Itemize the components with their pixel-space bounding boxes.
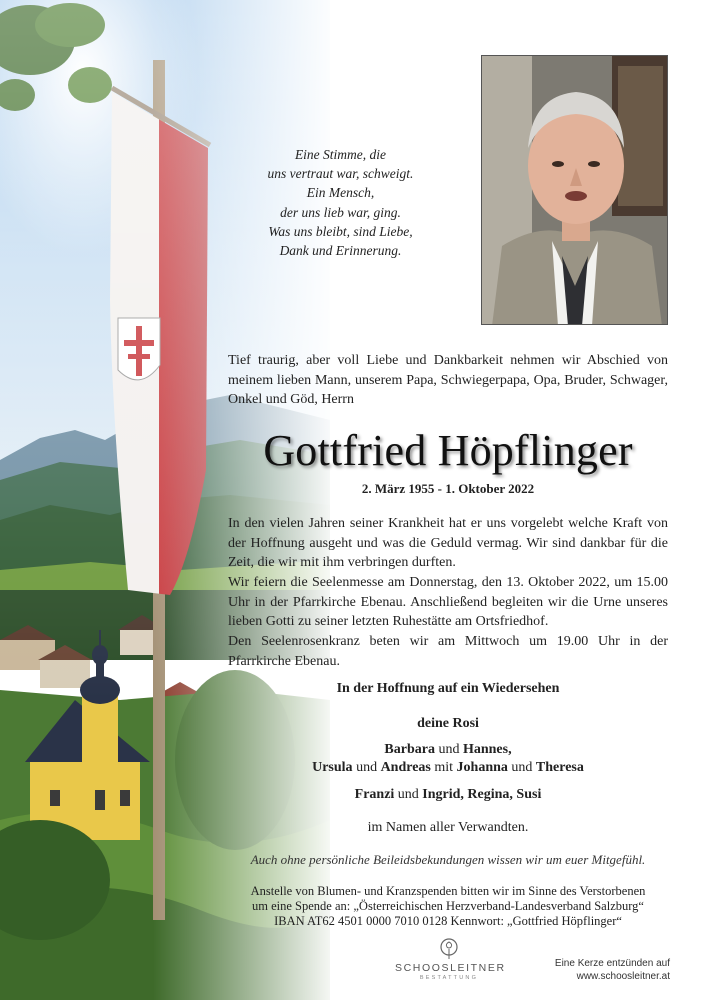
family-member: Andreas bbox=[380, 760, 431, 775]
candle-link[interactable]: www.schoosleitner.at bbox=[576, 970, 670, 982]
family-member: Theresa bbox=[535, 760, 584, 775]
donation-line: um eine Spende an: „Österreichischen Herzverband-Landesverband Salzburg“ bbox=[252, 899, 644, 914]
family-member: Barbara bbox=[384, 742, 435, 757]
paragraph-hope: In den vielen Jahren seiner Krankheit hat er uns vorgelebt welche Kraft von der Hoffnung ausgeht und was die Geduld vermag. Wir sind dankbar für die Zeit, die wir mit ihm verbringen durften. bbox=[228, 516, 668, 571]
paragraph-mass: Wir feiern die Seelenmesse am Donnerstag, den 13. Oktober 2022, um 15.00 Uhr in der Pfarrkirche Ebenau. Anschließend begleiten wir die Urne unseres lieben Gotti zu seiner letzten Ruhestätte am Ortsfriedhof. bbox=[228, 575, 668, 630]
portrait-photo bbox=[481, 55, 668, 325]
poem-line: der uns lieb war, ging. bbox=[280, 204, 401, 220]
connector: und bbox=[438, 742, 460, 757]
relatives-line: im Namen aller Verwandten. bbox=[367, 820, 529, 835]
connector: und bbox=[397, 787, 419, 802]
donation-line: Anstelle von Blumen- und Kranzspenden bitten wir im Sinne des Verstorbenen bbox=[250, 884, 646, 898]
candle-notice bbox=[540, 958, 670, 983]
rose-icon bbox=[439, 938, 459, 960]
poem-line: uns vertraut war, schweigt. bbox=[267, 166, 414, 182]
family-line-3 bbox=[228, 787, 668, 803]
hope-line: In der Hoffnung auf ein Wiedersehen bbox=[336, 681, 560, 696]
life-dates: 2. März 1955 - 1. Oktober 2022 bbox=[361, 481, 535, 496]
family-rosi: deine Rosi bbox=[417, 716, 479, 731]
family-member: Hannes, bbox=[462, 742, 512, 757]
family-member: Franzi bbox=[354, 787, 395, 802]
poem-line: Ein Mensch, bbox=[306, 185, 375, 201]
family-member: Johanna bbox=[456, 760, 508, 775]
funeral-home-logo bbox=[395, 938, 506, 981]
intro-text: Tief traurig, aber voll Liebe und Dankbarkeit nehmen wir Abschied von meinem lieben Mann, unserem Papa, Schwiegerpapa, Opa, Bruder, Schwager, Onkel und Göd, Herrn bbox=[228, 353, 668, 408]
family-line-2 bbox=[228, 760, 668, 776]
poem bbox=[228, 145, 453, 260]
family-member: Ingrid, Regina, Susi bbox=[422, 787, 542, 802]
condolence-note: Auch ohne persönliche Beileidsbekundungen wissen wir um euer Mitgefühl. bbox=[250, 852, 646, 867]
paragraph-rosary: Den Seelenrosenkranz beten wir am Mittwoch um 19.00 Uhr in der Pfarrkirche Ebenau. bbox=[228, 634, 668, 669]
donation-line: IBAN AT62 4501 0000 7010 0128 Kennwort: „Gottfried Höpflinger“ bbox=[274, 914, 622, 929]
logo-name: SCHOOSLEITNER bbox=[395, 962, 506, 974]
logo-subtitle: BESTATTUNG bbox=[419, 975, 479, 981]
poem-line: Was uns bleibt, sind Liebe, bbox=[268, 223, 413, 239]
connector: und bbox=[356, 760, 378, 775]
family-line-1 bbox=[228, 742, 668, 758]
candle-text: Eine Kerze entzünden auf bbox=[554, 958, 670, 969]
poem-line: Eine Stimme, die bbox=[294, 147, 387, 162]
donation-request bbox=[220, 884, 676, 930]
family-member: Ursula bbox=[312, 760, 353, 775]
deceased-name: Gottfried Höpflinger bbox=[263, 426, 633, 475]
poem-line: Dank und Erinnerung. bbox=[279, 243, 402, 259]
connector: mit bbox=[434, 760, 454, 775]
connector: und bbox=[511, 760, 533, 775]
